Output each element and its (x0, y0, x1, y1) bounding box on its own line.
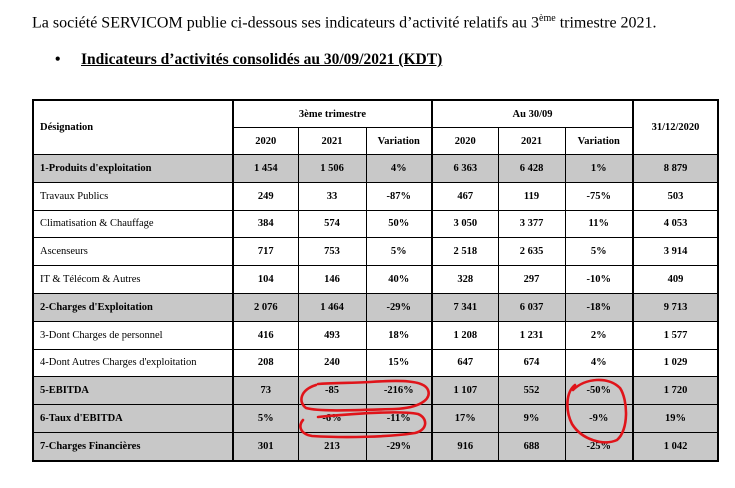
table-cell: 15% (366, 349, 432, 377)
row-label: 6-Taux d'EBITDA (33, 405, 233, 433)
table-row (33, 155, 718, 183)
table-cell: 213 (298, 432, 366, 460)
table-cell: 1 208 (432, 321, 498, 349)
row-label: 1-Produits d'exploitation (33, 155, 233, 183)
row-label: 3-Dont Charges de personnel (33, 321, 233, 349)
table-cell: 552 (498, 377, 565, 405)
table-cell: -75% (565, 182, 633, 210)
table-cell: 1 231 (498, 321, 565, 349)
table-cell: 119 (498, 182, 565, 210)
table-row (33, 405, 718, 433)
table-cell: 5% (233, 405, 298, 433)
table-cell: 240 (298, 349, 366, 377)
table-cell: 1 042 (633, 432, 718, 460)
table-cell: 73 (233, 377, 298, 405)
table-cell: -216% (366, 377, 432, 405)
table-cell: 249 (233, 182, 298, 210)
table-cell: 6 428 (498, 155, 565, 183)
table-cell: 19% (633, 405, 718, 433)
row-label: Climatisation & Chauffage (33, 210, 233, 238)
table-cell: -50% (565, 377, 633, 405)
table-row (33, 266, 718, 294)
table-row (33, 432, 718, 460)
table-cell: 916 (432, 432, 498, 460)
table-cell: 33 (298, 182, 366, 210)
sub-header-4: 2021 (498, 128, 565, 155)
sub-header-5: Variation (565, 128, 633, 155)
section-heading-text: Indicateurs d’activités consolidés au 30/09/2021 (KDT) (81, 51, 443, 68)
intro-text (32, 8, 657, 34)
group-header-ytd: Au 30/09 (432, 100, 633, 128)
table-cell: 1 506 (298, 155, 366, 183)
table-cell: -29% (366, 293, 432, 321)
table-cell: 416 (233, 321, 298, 349)
table-cell: -18% (565, 293, 633, 321)
indicators-table (32, 99, 719, 462)
table-cell: 647 (432, 349, 498, 377)
table-cell: 4% (366, 155, 432, 183)
table-cell: -29% (366, 432, 432, 460)
table-cell: -6% (298, 405, 366, 433)
table-cell: 3 377 (498, 210, 565, 238)
last-col-header: 31/12/2020 (633, 100, 718, 155)
table-cell: 467 (432, 182, 498, 210)
table-cell: 5% (366, 238, 432, 266)
table-cell: 1 577 (633, 321, 718, 349)
table-cell: 2% (565, 321, 633, 349)
table-cell: -11% (366, 405, 432, 433)
designation-header: Désignation (33, 100, 233, 155)
table-cell: 9 713 (633, 293, 718, 321)
table-cell: 3 914 (633, 238, 718, 266)
table-cell: 503 (633, 182, 718, 210)
table-cell: -10% (565, 266, 633, 294)
table-row (33, 377, 718, 405)
table-row (33, 238, 718, 266)
table-cell: 4 053 (633, 210, 718, 238)
table-cell: 6 037 (498, 293, 565, 321)
table-row (33, 182, 718, 210)
row-label: 5-EBITDA (33, 377, 233, 405)
table-cell: 7 341 (432, 293, 498, 321)
table-cell: 6 363 (432, 155, 498, 183)
table-row (33, 210, 718, 238)
table-cell: -25% (565, 432, 633, 460)
table-cell: 50% (366, 210, 432, 238)
table-cell: 4% (565, 349, 633, 377)
table-cell: 208 (233, 349, 298, 377)
table-body (33, 155, 718, 461)
row-label: Ascenseurs (33, 238, 233, 266)
table-cell: 297 (498, 266, 565, 294)
row-label: 4-Dont Autres Charges d'exploitation (33, 349, 233, 377)
table-cell: 1% (565, 155, 633, 183)
table-cell: 2 076 (233, 293, 298, 321)
table-cell: -9% (565, 405, 633, 433)
table-cell: 2 635 (498, 238, 565, 266)
table-cell: 104 (233, 266, 298, 294)
row-label: 7-Charges Financières (33, 432, 233, 460)
intro-after-sup: trimestre 2021. (555, 14, 657, 32)
bullet-icon: • (55, 51, 61, 68)
sub-header-3: 2020 (432, 128, 498, 155)
table-cell: 574 (298, 210, 366, 238)
table-cell: 1 720 (633, 377, 718, 405)
row-label: IT & Télécom & Autres (33, 266, 233, 294)
table-cell: 1 107 (432, 377, 498, 405)
row-label: Travaux Publics (33, 182, 233, 210)
table-cell: 2 518 (432, 238, 498, 266)
table-cell: 11% (565, 210, 633, 238)
table-cell: -87% (366, 182, 432, 210)
table-row (33, 293, 718, 321)
table-row (33, 321, 718, 349)
sub-header-1: 2021 (298, 128, 366, 155)
table-cell: 5% (565, 238, 633, 266)
table-cell: 674 (498, 349, 565, 377)
table-cell: 1 464 (298, 293, 366, 321)
intro-sup: ème (539, 13, 556, 24)
row-label: 2-Charges d'Exploitation (33, 293, 233, 321)
table-cell: 8 879 (633, 155, 718, 183)
table-row (33, 349, 718, 377)
table-cell: 753 (298, 238, 366, 266)
table-cell: 17% (432, 405, 498, 433)
table-cell: 1 029 (633, 349, 718, 377)
indicators-table-wrapper (32, 99, 717, 462)
intro-before-sup: La société SERVICOM publie ci-dessous ses indicateurs d’activité relatifs au 3 (32, 14, 540, 32)
table-cell: 493 (298, 321, 366, 349)
table-cell: 40% (366, 266, 432, 294)
table-cell: 1 454 (233, 155, 298, 183)
table-cell: 301 (233, 432, 298, 460)
table-cell: -85 (298, 377, 366, 405)
table-cell: 328 (432, 266, 498, 294)
table-cell: 409 (633, 266, 718, 294)
table-cell: 688 (498, 432, 565, 460)
table-cell: 18% (366, 321, 432, 349)
table-cell: 3 050 (432, 210, 498, 238)
table-cell: 9% (498, 405, 565, 433)
table-cell: 384 (233, 210, 298, 238)
group-header-q3: 3ème trimestre (233, 100, 432, 128)
table-cell: 717 (233, 238, 298, 266)
table-cell: 146 (298, 266, 366, 294)
sub-header-0: 2020 (233, 128, 298, 155)
sub-header-2: Variation (366, 128, 432, 155)
section-heading (55, 51, 442, 69)
